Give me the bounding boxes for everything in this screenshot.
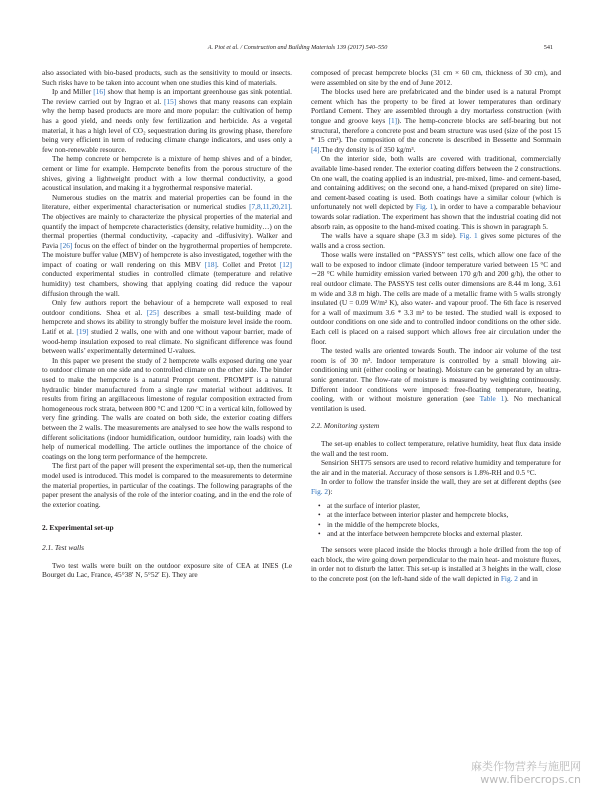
list-item: • and at the interface between hempcrete blocks and external plaster.: [327, 529, 561, 539]
journal-citation: A. Piot et al. / Construction and Building Materials 139 (2017) 540–550: [207, 44, 388, 51]
left-column: [42, 68, 292, 580]
text: shows that many reasons can explain why the hemp based products are more and more popular: the cultivation of hemp has a good yield, and needs only few fertilization and herbicide. As a vegetal material, it has a high level of CO₂ sequestration during its growing phase, therefore being very efficient in term of reducing climate change indicators, and uses only a few non-renewable resource.: [42, 96, 292, 154]
citation-link[interactable]: [18]: [204, 259, 217, 269]
citation-link[interactable]: [26]: [60, 240, 73, 250]
list-item: • in the middle of the hempcrete blocks,: [327, 520, 561, 530]
text: ). No mechanical ventilation is used.: [311, 394, 561, 413]
text: Numerous studies on the matrix and material properties can be found in the literature, either experimental characterisation or numerical studies: [42, 192, 292, 212]
text: The tested walls are oriented towards South. The indoor air volume of the test room is of 30 m³. Indoor temperature is controlled by a small blowing air-conditioning unit (either cooling or heating). Moisture can be generated by an ultra-sonic generator. The flow-rate of moisture is measured by weighting continuously. Different indoor conditions were imposed: free-floating temperature, heating, cooling, with or without moisture generation (see: [311, 346, 561, 404]
text: The blocks used here are prefabricated and the binder used is a natural Prompt cement which has the property to be fired at lower temperatures than ordinary Portland Cement. They are assembled through a dry mortarless construction (with tongue and groove keys: [311, 87, 561, 125]
paragraph: In this paper we present the study of 2 hempcrete walls exposed during one year to outdoor climate on one side and to controlled climate on the other side. The binder used to make the hempcrete is a natural Prompt cement. PROMPT is a natural hydraulic binder manufactured from a single raw material without additives. It results from firing an argillaceous limestone of regular composition extracted from homogeneous rock strata, between 800 °C and 1200 °C in a vertical kiln, followed by very fine grinding. The walls are coated on both side, the exterior coating differs between the 2 walls. The measurements are analysed to see how the walls respond to different solicitations (indoor humidification, outdoor humidity, rain loads) with the help of numerical modelling. The article outlines the importance of the choice of coatings on the long term performance of the hempcrete.: [42, 355, 292, 461]
paragraph: The set-up enables to collect temperature, relative humidity, heat flux data inside the wall and the test room.: [311, 438, 561, 458]
text: In order to follow the transfer inside the wall, they are set at different depths (see: [321, 477, 561, 487]
paragraph: [42, 298, 292, 356]
paragraph: Those walls were installed on “PASSYS” test cells, which allow one face of the wall to be exposed to indoor climate (indoor temperature varied between 15 °C and ∼28 °C while humidity emission varied between 170 g/h and 200 g/h), the other to real outdoor climate. The PASSYS test cells outer dimensions are 8.44 m long, 3.61 m wide and 3.8 m high. The cells are made of a metallic frame with 5 walls strongly insulated (U = 0.09 W/m² K), also water- and vapour proof. The 6th face is reserved for a wall of maximum 3.6 * 3.3 m² to be tested. The studied wall is exposed to outdoor conditions on one side and to controlled indoor conditions on the other side. Each cell is placed on a raised support which allows free air circulation under the floor.: [311, 250, 561, 346]
text: Ip and Miller: [52, 87, 94, 97]
text: gives some pictures of the walls and a cross section.: [311, 231, 561, 250]
text: focus on the effect of binder on the hygrothermal properties of hempcrete. The moisture buffer value (MBV) of hempcrete is also investigated, together with the impact of coating or wall rendering on this MBV: [42, 240, 292, 269]
sensor-depth-list: [317, 501, 561, 539]
citation-link[interactable]: [16]: [93, 87, 106, 97]
citation-link[interactable]: [4]: [311, 144, 320, 154]
figure-link[interactable]: Fig. 1: [415, 202, 434, 212]
table-link[interactable]: Table 1: [479, 394, 505, 404]
section-heading: 2. Experimental set-up: [42, 523, 114, 533]
paragraph: composed of precast hempcrete blocks (31 cm × 60 cm, thickness of 30 cm), and were assembled on site by the end of June 2012.: [311, 68, 561, 87]
paragraph: The first part of the paper will present the experimental set-up, then the numerical model used is introduced. This model is compared to the measurements to determine the material properties, in particular of the coatings. The following paragraphs of the paper present the analysis of the role of the interior coating, and in the end the role of the exterior coating.: [42, 461, 292, 509]
citation-link[interactable]: [12]: [279, 259, 292, 269]
text: show that hemp is an important greenhouse gas sink potential. The review carried out by Ingrao et al.: [42, 87, 293, 106]
figure-link[interactable]: Fig. 1: [459, 231, 478, 241]
citation-link[interactable]: [7,8,11,20,21]: [249, 202, 291, 212]
text: ), in order to have a comparable behaviour towards solar radiation. The experiment has shown that the industrial coating did not absorb rain, as opposite to the hand-mixed coating. This is shown in paragraph 5.: [311, 202, 561, 231]
text: and in: [517, 573, 538, 583]
paragraph: [311, 231, 561, 250]
text: studied 2 walls, one with and one without vapour barrier, made of wood-hemp insulation exposed to real climate. No significant difference was found between walls’ experimentally determined U-values.: [42, 327, 292, 356]
text: The sensors were placed inside the blocks through a hole drilled from the top of each block, the wire going down perpendicular to the main heat- and moisture fluxes, in order not to disturb the latter. This set-up is installed at 3 heights in the wall, close to the concrete post (on the left-hand side of the wall depicted in: [311, 544, 561, 583]
subsection-heading: 2.1. Test walls: [42, 542, 85, 552]
text: On the interior side, both walls are covered with traditional, commercially available lime-based render. The exterior coating differs between the 2 constructions. On one wall, the coating applied is an industrial, pre-mixed, lime- and cement-based, and containing additives; on the second one, a hand-mixed (prepared on site) lime- and cement-based coating is used. Both coatings have a similar colour (which is unfortunately not well depicted by: [311, 154, 561, 212]
right-column: [311, 68, 561, 583]
text: . Collet and Pretot: [216, 259, 280, 269]
paragraph: [311, 154, 561, 231]
paragraph: Sensirion SHT75 sensors are used to record relative humidity and temperature for the air and in the material. Accuracy of those sensors is 1.8%-RH and 0.5 °C.: [311, 458, 561, 477]
list-item: • at the interface between interior plaster and hempcrete blocks,: [327, 510, 561, 520]
text: .The dry density is of 350 kg/m³.: [319, 144, 416, 154]
text: . The objectives are mainly to characterize the physical properties of the material and quantify the impact of hempcrete characteristics (density, relative humidity…) on the thermal properties (thermal conductivity, -capacity and -diffusivity). Walker and Pavia: [42, 202, 292, 250]
watermark-line: www.fibercrops.cn: [480, 773, 581, 786]
paragraph: [42, 193, 292, 299]
text: ). The hemp-concrete blocks are self-bearing but not structural, therefore a concrete post and beam structure was used (size of the post 15 * 15 cm²). The composition of the concrete is described in Bessette and Sommain: [311, 115, 561, 145]
citation-link[interactable]: [1]: [388, 115, 398, 125]
text: The walls have a square shape (3.3 m side).: [321, 231, 460, 241]
text: Only few authors report the behaviour of a hempcrete wall exposed to real outdoor conditions. Shea et al.: [42, 298, 292, 317]
figure-link[interactable]: Fig. 2: [500, 573, 518, 583]
citation-link[interactable]: [25]: [146, 307, 159, 317]
running-header: [42, 44, 553, 56]
paragraph: [311, 477, 561, 496]
paragraph: [311, 346, 561, 413]
text: describes a small test-building made of hempcrete and shows its ability to strongly buffer the moisture level inside the room. Latif et al.: [42, 307, 292, 337]
watermark-line: 麻类作物营养与施肥网: [471, 760, 581, 773]
paragraph: Two test walls were built on the outdoor exposure site of CEA at INES (Le Bourget du Lac, France, 45°38′ N, 5°52′ E). They are: [42, 560, 292, 580]
citation-link[interactable]: [15]: [164, 96, 177, 106]
citation-link[interactable]: [19]: [76, 327, 89, 337]
paragraph: [311, 545, 561, 583]
text: conducted experimental studies in controlled climate (temperature and relative humidity) test chambers, showing that applying coating did reduce the vapour diffusion through the wall.: [42, 269, 292, 298]
watermark: [471, 760, 581, 786]
paragraph: also associated with bio-based products, such as the sensitivity to mould or insects. Such risks have to be taken into account when one studies this kind of materials.: [42, 68, 292, 87]
paragraph: [42, 87, 292, 154]
paragraph: [311, 87, 561, 154]
subsection-heading: 2.2. Monitoring system: [311, 421, 380, 431]
page-number: 541: [543, 44, 553, 51]
paragraph: The hemp concrete or hempcrete is a mixture of hemp shives and of a binder, cement or lime for example. Hempcrete benefits from the porous structure of the shives, giving a lightweight product with a low thermal conductivity, a good acoustical insulation, and making it a hygrothermal responsive material.: [42, 154, 292, 193]
figure-link[interactable]: Fig. 2: [311, 486, 329, 496]
list-item: • at the surface of interior plaster,: [327, 501, 561, 511]
text: ):: [328, 486, 333, 496]
